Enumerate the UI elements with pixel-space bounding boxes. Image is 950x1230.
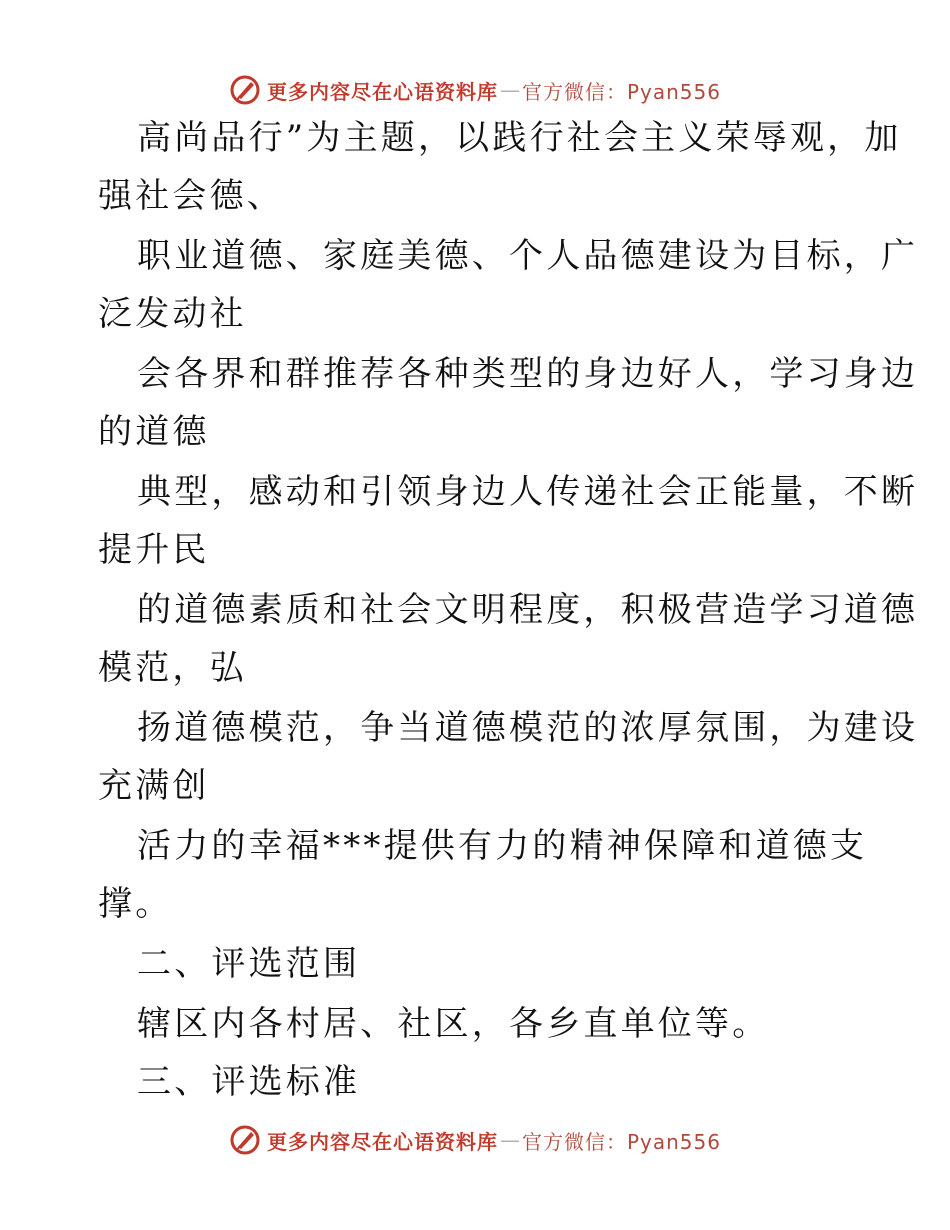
quill-logo-icon bbox=[229, 1124, 261, 1156]
watermark-wechat-text: 官方微信：Pyan556 bbox=[521, 79, 721, 104]
text-line: 充满创 bbox=[98, 766, 210, 806]
watermark-separator: — bbox=[499, 1128, 520, 1152]
text-line: 会各界和群推荐各种类型的身边好人，学习身边 bbox=[137, 354, 919, 394]
watermark-separator: — bbox=[499, 78, 520, 102]
text-line: 扬道德模范，争当道德模范的浓厚氛围，为建设 bbox=[137, 708, 919, 748]
text-line: 泛发动社 bbox=[98, 294, 247, 334]
watermark-main-text: 更多内容尽在心语资料库 bbox=[266, 79, 498, 104]
text-line: 提升民 bbox=[98, 530, 210, 570]
text-line: 模范，弘 bbox=[98, 648, 247, 688]
header-watermark bbox=[0, 70, 950, 110]
text-line: 的道德 bbox=[98, 412, 210, 452]
section-heading: 二、评选范围 bbox=[137, 944, 361, 984]
watermark-main-text: 更多内容尽在心语资料库 bbox=[266, 1129, 498, 1154]
text-line: 职业道德、家庭美德、个人品德建设为目标，广 bbox=[137, 236, 919, 276]
text-line: 的道德素质和社会文明程度，积极营造学习道德 bbox=[137, 590, 919, 630]
text-line: 活力的幸福***提供有力的精神保障和道德支 bbox=[137, 826, 868, 866]
text-line: 强社会德、 bbox=[98, 176, 284, 216]
text-line: 辖区内各村居、社区，各乡直单位等。 bbox=[137, 1004, 770, 1044]
footer-watermark bbox=[0, 1120, 950, 1160]
section-heading: 三、评选标准 bbox=[137, 1062, 361, 1102]
text-line: 典型，感动和引领身边人传递社会正能量，不断 bbox=[137, 472, 919, 512]
text-line: 撑。 bbox=[98, 884, 173, 924]
watermark-wechat-text: 官方微信：Pyan556 bbox=[521, 1129, 721, 1154]
text-line: 高尚品行”为主题，以践行社会主义荣辱观，加 bbox=[137, 118, 902, 158]
quill-logo-icon bbox=[229, 74, 261, 106]
